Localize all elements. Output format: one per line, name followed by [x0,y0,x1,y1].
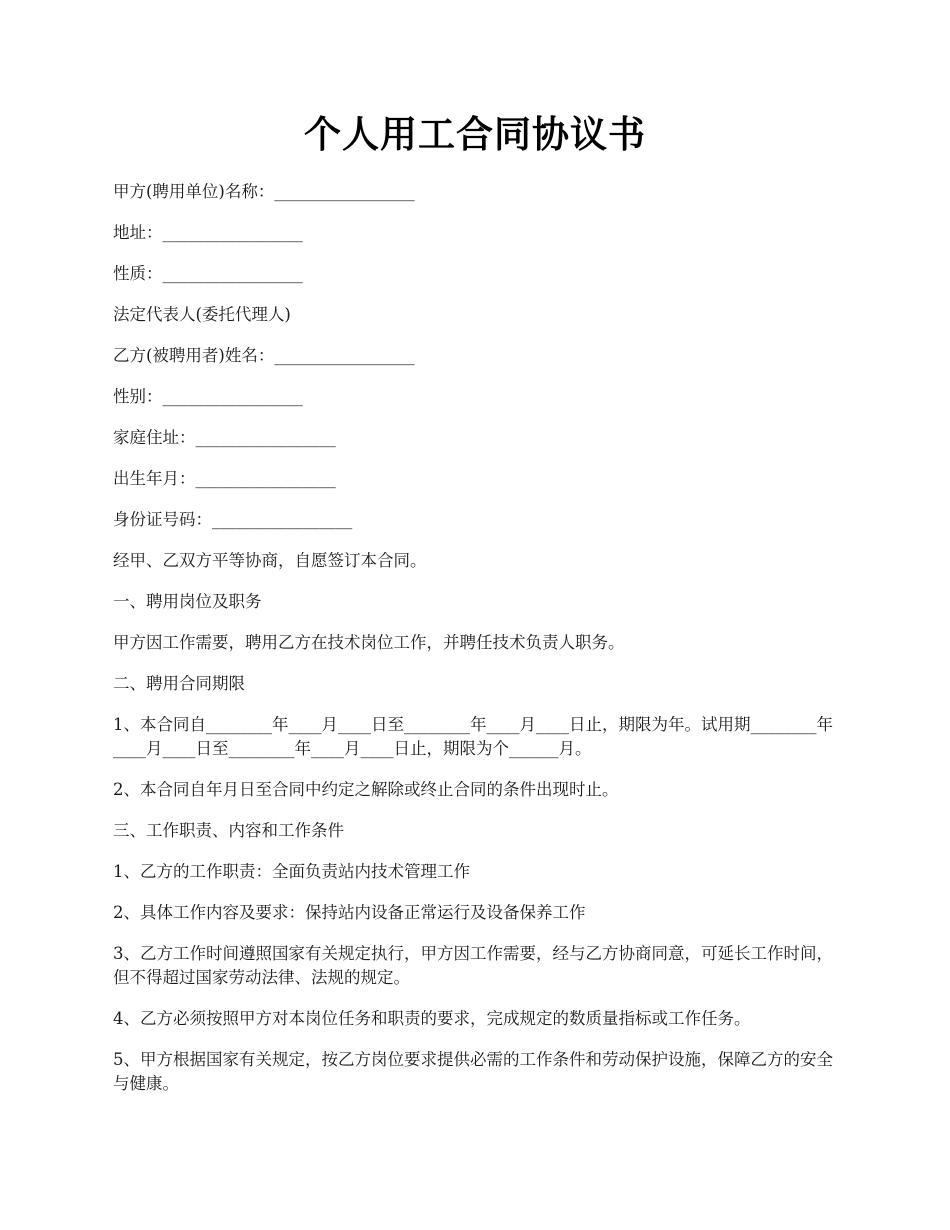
position-clause: 甲方因工作需要，聘用乙方在技术岗位工作，并聘任技术负责人职务。 [113,633,625,652]
document-title: 个人用工合同协议书 [304,113,646,156]
duties-clause-3: 3、乙方工作时间遵照国家有关规定执行，甲方因工作需要，经与乙方协商同意，可延长工作时间，但不得超过国家劳动法律、法规的规定。 [113,944,833,987]
party-a-address-field: 地址：_________________ [113,223,303,242]
party-b-home-address-field: 家庭住址：_________________ [113,428,336,447]
term-clause-1: 1、本合同自________年____月____日至________年____月____日止，期限为年。试用期________年____月____日至________年____月____日止，期限为个______月。 [113,715,833,758]
duties-clause-1: 1、乙方的工作职责：全面负责站内技术管理工作 [113,862,470,881]
duties-clause-2: 2、具体工作内容及要求：保持站内设备正常运行及设备保养工作 [113,903,586,922]
section-heading-duties: 三、工作职责、内容和工作条件 [113,821,344,840]
legal-representative-line: 法定代表人(委托代理人) [113,305,291,324]
duties-clause-4: 4、乙方必须按照甲方对本岗位任务和职责的要求，完成规定的数质量指标或工作任务。 [113,1009,751,1028]
term-clause-2: 2、本合同自年月日至合同中约定之解除或终止合同的条件出现时止。 [113,780,619,799]
party-a-nature-field: 性质：_________________ [113,264,303,283]
party-b-id-number-field: 身份证号码：_________________ [113,510,353,529]
section-heading-position: 一、聘用岗位及职务 [113,592,262,611]
party-a-name-field: 甲方(聘用单位)名称：_________________ [113,182,415,201]
agreement-statement: 经甲、乙双方平等协商，自愿签订本合同。 [113,551,427,570]
duties-clause-5: 5、甲方根据国家有关规定，按乙方岗位要求提供必需的工作条件和劳动保护设施，保障乙方的安全与健康。 [113,1050,833,1093]
party-b-gender-field: 性别：_________________ [113,387,303,406]
section-heading-term: 二、聘用合同期限 [113,674,245,693]
party-b-birth-date-field: 出生年月：_________________ [113,469,336,488]
party-b-name-field: 乙方(被聘用者)姓名：_________________ [113,346,415,365]
document-body [113,180,838,1113]
